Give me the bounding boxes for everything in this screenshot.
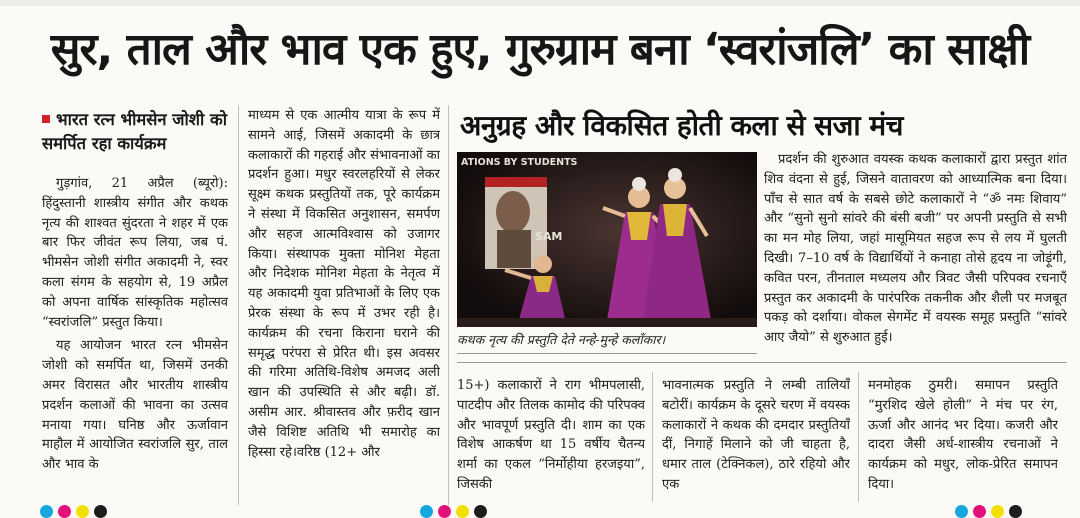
print-registration-marks — [40, 505, 170, 517]
column-rule — [238, 105, 239, 505]
paragraph: गुड़गांव, 21 अप्रैल (ब्यूरो): हिंदुस्तानी शास्त्रीय संगीत और कथक नृत्य की शाश्वत सुंदरता ने शहर में एक बार फिर जीवंत रूप लिया, जब पं. भीमसेन जोशी संगीत अकादमी ने, स्वर कला संगम के सहयोग से, 19 अप्रैल को अपना वार्षिक सांस्कृतिक महोत्सव “स्वरांजलि” प्रस्तुत किया। — [42, 176, 228, 330]
column-rule — [448, 105, 449, 505]
article-column-2 — [248, 106, 440, 504]
print-registration-marks — [420, 505, 550, 517]
paragraph: 15+) कलाकारों ने राग भीमपलासी, पाटदीप और तिलक कामोद की परिपक्व और भावपूर्ण प्रस्तुति दी। शाम का एक विशेष आकर्षण था 15 वर्षीय चैतन्य शर्मा का एकल “निर्मोहीया हरजइया”, जिसकी — [457, 378, 645, 492]
magenta-dot-icon — [438, 505, 451, 518]
headline: सुर, ताल और भाव एक हुए, गुरुग्राम बना ‘स्वरांजलि’ का साक्षी — [50, 24, 1030, 75]
paragraph: प्रदर्शन की शुरुआत वयस्क कथक कलाकारों द्वारा प्रस्तुत शांत शिव वंदना से हुई, जिसने वातावरण को आध्यात्मिक बना दिया। पाँच से सात वर्ष के सबसे छोटे कलाकारों ने “ॐ नमः शिवाय” और “सुनो सुनो सांवरे की बंसी बजी” पर अपनी प्रस्तुति से सभी का मन मोह लिया, जहां मासूमियत सहज रूप से लय में घुलती दिखी। 7–10 वर्ष के विद्यार्थियों ने कनाहा तोसे हृदय ना जोड़ूंगी, कवित परन, तीनताल मध्यलय और त्रिवट जैसी परिपक्व रचनाएँ प्रस्तुत कर अकादमी के पारंपरिक तकनीक और शैली पर मजबूत पकड़ को दर्शाया। वोकल सेगमेंट में वयस्क समूह प्रस्तुति “सांवरे आए जैयो” से शुरुआत हुई। — [764, 152, 1067, 346]
side-heading — [42, 108, 232, 156]
cyan-dot-icon — [40, 505, 53, 518]
yellow-dot-icon — [991, 505, 1004, 518]
black-dot-icon — [474, 505, 487, 518]
kathak-dancers-illustration — [457, 152, 757, 327]
horizontal-rule — [457, 362, 1067, 363]
yellow-dot-icon — [456, 505, 469, 518]
cyan-dot-icon — [955, 505, 968, 518]
paragraph: मनमोहक ठुमरी। समापन प्रस्तुति “मुरशिद खेले होली” ने मंच पर रंग, ऊर्जा और आनंद भर दिया। कजरी और दादरा जैसी अर्ध-शास्त्रीय रचनाओं ने कार्यक्रम को मधुर, लोक-प्रेरित समापन दिया। — [868, 378, 1058, 492]
photo-kathak-performance — [457, 152, 757, 327]
photo-caption: कथक नृत्य की प्रस्तुति देते नन्हे-मुन्हे कलाँकार। — [457, 331, 757, 354]
article-column-1 — [42, 174, 228, 504]
yellow-dot-icon — [76, 505, 89, 518]
print-registration-marks — [955, 505, 1075, 517]
black-dot-icon — [1009, 505, 1022, 518]
photo-banner: ATIONS BY STUDENTS — [461, 157, 578, 168]
top-margin — [0, 0, 1080, 6]
black-dot-icon — [94, 505, 107, 518]
article-column-3-top — [764, 150, 1067, 360]
sub-headline: अनुग्रह और विकसित होती कला से सजा मंच — [460, 109, 903, 142]
article-column-3c — [868, 376, 1058, 504]
paragraph: यह आयोजन भारत रत्न भीमसेन जोशी को समर्पित था, जिसमें उनकी अमर विरासत और भारतीय शास्त्रीय प्रदर्शन कलाओं की भावना का उत्सव मनाया गया। घनिष्ठ और ऊर्जावान माहौल में आयोजित स्वरांजलि सुर, ताल और भाव के — [42, 338, 228, 473]
column-rule — [652, 372, 653, 502]
cyan-dot-icon — [420, 505, 433, 518]
column-rule — [858, 372, 859, 502]
paragraph: भावनात्मक प्रस्तुति ने लम्बी तालियाँ बटोरीं। कार्यक्रम के दूसरे चरण में वयस्क कलाकारों ने कथक की दमदार प्रस्तुतियाँ दीं, निगाहें मिलाने को जी चाहता है, धमार ताल (टेक्निकल), ठारे रहियो और एक — [662, 378, 850, 492]
side-heading-text: भारत रत्न भीमसेन जोशी को समर्पित रहा कार्यक्रम — [42, 110, 227, 153]
article-column-3b — [662, 376, 850, 504]
article-column-3a — [457, 376, 645, 504]
magenta-dot-icon — [58, 505, 71, 518]
red-bullet-icon — [42, 115, 50, 123]
photo-side-text: SAM — [535, 230, 563, 243]
paragraph: माध्यम से एक आत्मीय यात्रा के रूप में सामने आई, जिसमें अकादमी के छात्र कलाकारों की गहराई और संभावनाओं का प्रदर्शन हुआ। मधुर स्वरलहरियों से लेकर सूक्ष्म कथक प्रस्तुतियों तक, पूरे कार्यक्रम ने संस्था में विकसित अनुशासन, समर्पण और सहज आत्मविश्वास को उजागर किया। संस्थापक मुक्ता मोनिश मेहता और निदेशक मोनिश मेहता के नेतृत्व में यह अकादमी युवा प्रतिभाओं के लिए एक प्रेरक संस्था के रूप में उभर रही है। कार्यक्रम की रचना किराना घराने की समृद्ध परंपरा से प्रेरित थी। इस अवसर की गरिमा अतिथि-विशेष अमजद अली खान की उपस्थिति से और बढ़ी। डॉ. असीम आर. श्रीवास्तव और फ़रीद खान जैसे विशिष्ट अतिथि भी समारोह का हिस्सा रहे।वरिष्ठ (12+ और — [248, 108, 440, 460]
magenta-dot-icon — [973, 505, 986, 518]
